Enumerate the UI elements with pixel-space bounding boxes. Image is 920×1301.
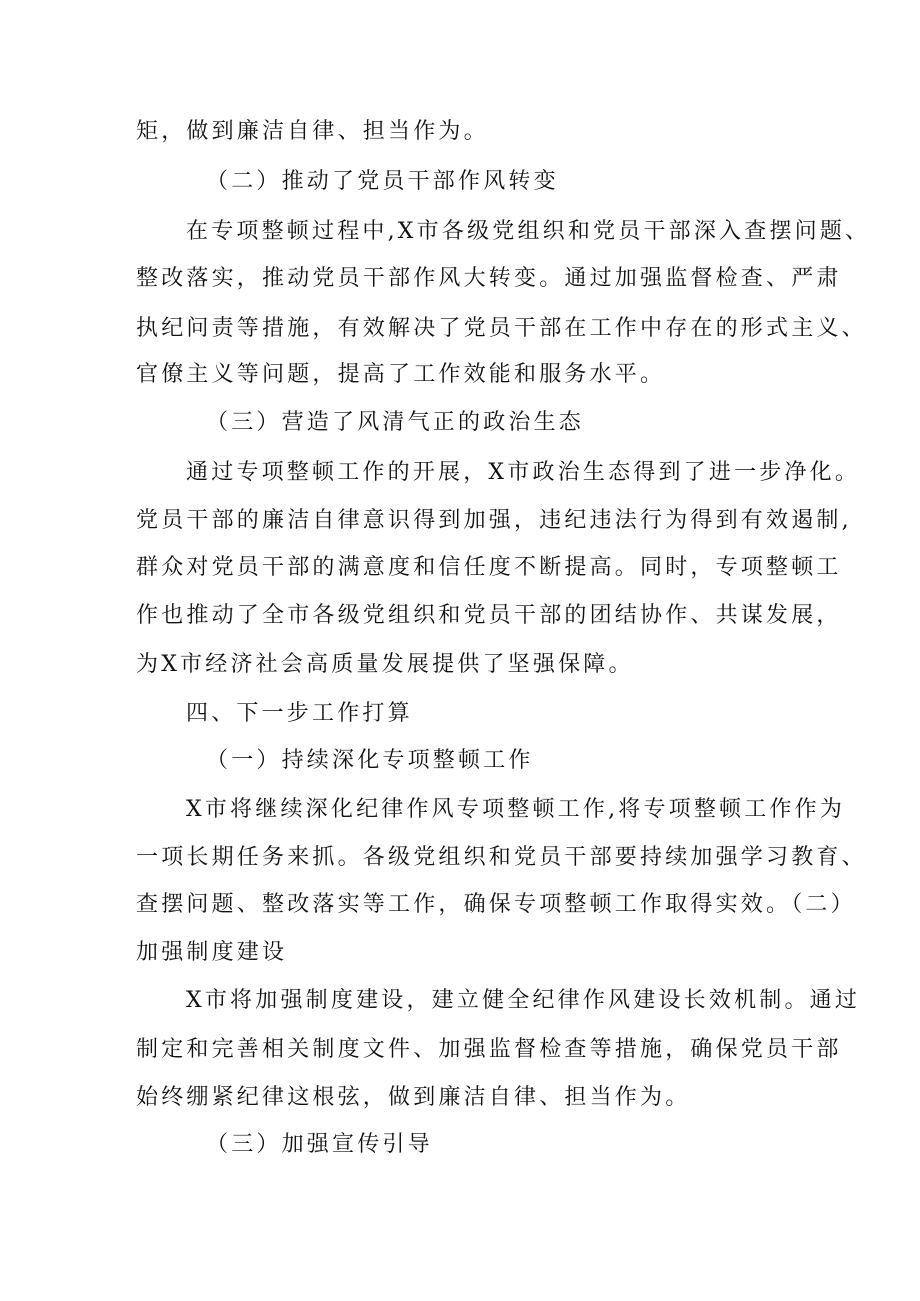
- text-line: 党员干部的廉洁自律意识得到加强，违纪违法行为得到有效遏制,: [136, 508, 852, 533]
- text-line: 整改落实，推动党员干部作风大转变。通过加强监督检查、严肃: [136, 266, 842, 291]
- section-heading: （三）加强宣传引导: [206, 1132, 433, 1157]
- text-line: 矩，做到廉洁自律、担当作为。: [136, 119, 489, 144]
- text-line: 为X市经济社会高质量发展提供了坚强保障。: [136, 652, 634, 677]
- text-line: 群众对党员干部的满意度和信任度不断提高。同时，专项整顿工: [136, 555, 842, 580]
- paragraph-line: 通过专项整顿工作的开展，X市政治生态得到了进一步净化。: [186, 460, 861, 485]
- section-heading: （二）推动了党员干部作风转变: [206, 169, 559, 194]
- section-heading: （三）营造了风清气正的政治生态: [206, 410, 585, 435]
- text-line: 加强制度建设: [136, 940, 288, 965]
- paragraph-line: 在专项整顿过程中,X市各级党组织和党员干部深入查摆问题、: [186, 219, 871, 244]
- text-line: 官僚主义等问题，提高了工作效能和服务水平。: [136, 362, 666, 387]
- text-line: 一项长期任务来抓。各级党组织和党员干部要持续加强学习教育、: [136, 845, 867, 870]
- paragraph-line: X市将继续深化纪律作风专项整顿工作,将专项整顿工作作为: [186, 797, 846, 822]
- text-line: 制定和完善相关制度文件、加强监督检查等措施，确保党员干部: [136, 1037, 842, 1062]
- section-heading: （一）持续深化专项整顿工作: [206, 748, 534, 773]
- paragraph-line: X市将加强制度建设，建立健全纪律作风建设长效机制。通过: [186, 988, 861, 1013]
- text-line: 始终绷紧纪律这根弦，做到廉洁自律、担当作为。: [136, 1085, 691, 1110]
- text-line: 查摆问题、整改落实等工作，确保专项整顿工作取得实效。（二）: [136, 892, 856, 917]
- text-line: 执纪问责等措施，有效解决了党员干部在工作中存在的形式主义、: [136, 316, 867, 341]
- chapter-heading: 四、下一步工作打算: [186, 701, 413, 726]
- text-line: 作也推动了全市各级党组织和党员干部的团结协作、共谋发展，: [136, 603, 842, 628]
